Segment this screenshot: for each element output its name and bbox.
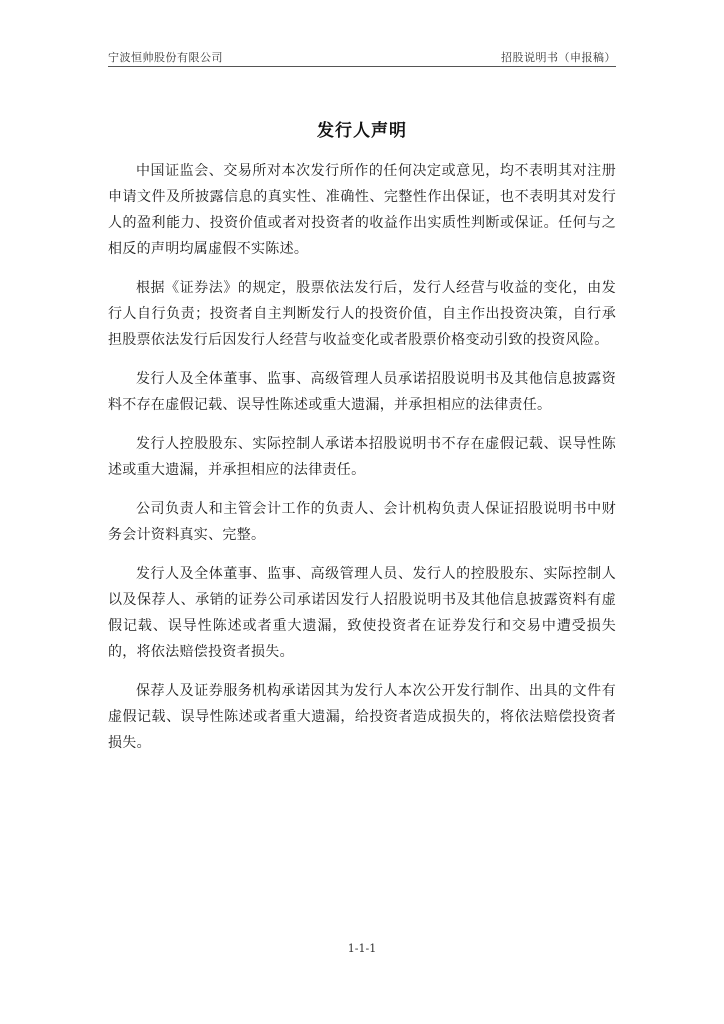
header-document-name: 招股说明书（申报稿） xyxy=(501,51,616,64)
paragraph-6: 发行人及全体董事、监事、高级管理人员、发行人的控股股东、实际控制人以及保荐人、承销的证券公司承诺因发行人招股说明书及其他信息披露资料有虚假记载、误导性陈述或者重大遗漏，致使投资者在证券发行和交易中遭受损失的，将依法赔偿投资者损失。 xyxy=(108,566,616,660)
paragraph-3: 发行人及全体董事、监事、高级管理人员承诺招股说明书及其他信息披露资料不存在虚假记载、误导性陈述或重大遗漏，并承担相应的法律责任。 xyxy=(108,371,616,413)
paragraph-4: 发行人控股股东、实际控制人承诺本招股说明书不存在虚假记载、误导性陈述或重大遗漏，并承担相应的法律责任。 xyxy=(108,436,616,478)
page-title: 发行人声明 xyxy=(317,121,407,141)
paragraph-7: 保荐人及证券服务机构承诺因其为发行人本次公开发行制作、出具的文件有虚假记载、误导性陈述或者重大遗漏，给投资者造成损失的，将依法赔偿投资者损失。 xyxy=(108,683,616,751)
declaration-body xyxy=(108,158,616,769)
header-company-name: 宁波恒帅股份有限公司 xyxy=(108,51,223,64)
header-divider xyxy=(108,66,616,67)
paragraph-5: 公司负责人和主管会计工作的负责人、会计机构负责人保证招股说明书中财务会计资料真实、完整。 xyxy=(108,501,616,543)
paragraph-2: 根据《证券法》的规定，股票依法发行后，发行人经营与收益的变化，由发行人自行负责；投资者自主判断发行人的投资价值，自主作出投资决策，自行承担股票依法发行后因发行人经营与收益变化或者股票价格变动引致的投资风险。 xyxy=(108,280,616,348)
page-header xyxy=(108,49,616,67)
paragraph-1: 中国证监会、交易所对本次发行所作的任何决定或意见，均不表明其对注册申请文件及所披露信息的真实性、准确性、完整性作出保证，也不表明其对发行人的盈利能力、投资价值或者对投资者的收益作出实质性判断或保证。任何与之相反的声明均属虚假不实陈述。 xyxy=(108,163,616,257)
page-number: 1-1-1 xyxy=(347,942,377,955)
